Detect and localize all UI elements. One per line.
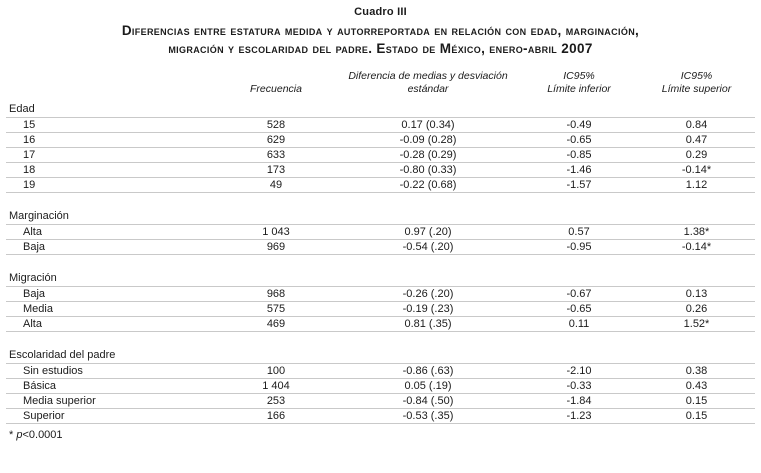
group-header-row-escolaridad bbox=[6, 348, 755, 363]
row-label: Alta bbox=[6, 224, 216, 239]
cell-ic-inferior: -1.57 bbox=[520, 177, 638, 192]
cell-ic-superior: 0.15 bbox=[638, 408, 755, 423]
cell-ic-inferior: 0.57 bbox=[520, 224, 638, 239]
table-row bbox=[6, 301, 755, 316]
cell-ic-superior: 0.13 bbox=[638, 286, 755, 301]
footnote-marker: * bbox=[9, 428, 17, 441]
table-row bbox=[6, 117, 755, 132]
cell-diferencia: -0.28 (0.29) bbox=[336, 147, 520, 162]
spacer-cell bbox=[6, 192, 755, 209]
col-header-diferencia-line1: Diferencia de medias y desviación bbox=[348, 70, 508, 82]
cell-frecuencia: 969 bbox=[216, 239, 336, 254]
col-header-ic-inferior-line2: Límite inferior bbox=[547, 83, 611, 95]
spacer-row bbox=[6, 254, 755, 271]
table-row bbox=[6, 286, 755, 301]
spacer-row bbox=[6, 331, 755, 348]
cell-ic-inferior: 0.11 bbox=[520, 316, 638, 331]
table-row bbox=[6, 177, 755, 192]
row-label: 18 bbox=[6, 162, 216, 177]
cell-frecuencia: 968 bbox=[216, 286, 336, 301]
cell-ic-superior: 0.43 bbox=[638, 378, 755, 393]
row-label: Básica bbox=[6, 378, 216, 393]
cell-ic-superior: 0.38 bbox=[638, 363, 755, 378]
cell-diferencia: -0.84 (.50) bbox=[336, 393, 520, 408]
subtitle-line-2: migración y escolaridad del padre. Estado de México, enero-abril 2007 bbox=[168, 41, 593, 56]
cell-diferencia: -0.26 (.20) bbox=[336, 286, 520, 301]
cell-diferencia: 0.97 (.20) bbox=[336, 224, 520, 239]
col-header-frecuencia-label: Frecuencia bbox=[250, 83, 302, 95]
table-row bbox=[6, 162, 755, 177]
footnote bbox=[6, 429, 755, 441]
cell-ic-superior: 1.52* bbox=[638, 316, 755, 331]
spacer-cell bbox=[6, 331, 755, 348]
row-label: 17 bbox=[6, 147, 216, 162]
cell-diferencia: -0.54 (.20) bbox=[336, 239, 520, 254]
table-row bbox=[6, 224, 755, 239]
col-header-ic-inferior-line1: IC95% bbox=[563, 70, 595, 82]
subtitle-line-1: Diferencias entre estatura medida y autorreportada en relación con edad, marginación, bbox=[121, 23, 640, 38]
data-table bbox=[6, 70, 755, 424]
cell-ic-superior: 1.12 bbox=[638, 177, 755, 192]
col-header-ic-superior-line1: IC95% bbox=[680, 70, 713, 82]
col-header-diferencia bbox=[336, 70, 520, 102]
table-row bbox=[6, 393, 755, 408]
cell-ic-inferior: -1.84 bbox=[520, 393, 638, 408]
cell-diferencia: -0.80 (0.33) bbox=[336, 162, 520, 177]
table-row bbox=[6, 239, 755, 254]
col-header-ic-inferior bbox=[520, 70, 638, 102]
spacer-row bbox=[6, 192, 755, 209]
col-header-ic-superior bbox=[638, 70, 755, 102]
spacer-cell bbox=[6, 254, 755, 271]
cell-ic-superior: 0.84 bbox=[638, 117, 755, 132]
group-label: Marginación bbox=[6, 209, 755, 224]
row-label: 19 bbox=[6, 177, 216, 192]
column-header-row bbox=[6, 70, 755, 102]
cell-frecuencia: 1 404 bbox=[216, 378, 336, 393]
group-header-row-marginacion bbox=[6, 209, 755, 224]
cell-ic-superior: 0.15 bbox=[638, 393, 755, 408]
cell-ic-superior: 0.29 bbox=[638, 147, 755, 162]
cell-frecuencia: 253 bbox=[216, 393, 336, 408]
cell-ic-inferior: -0.65 bbox=[520, 132, 638, 147]
cell-diferencia: 0.81 (.35) bbox=[336, 316, 520, 331]
col-header-ic-superior-line2: Límite superior bbox=[661, 83, 732, 95]
col-header-empty bbox=[6, 70, 216, 102]
table-row bbox=[6, 363, 755, 378]
cell-diferencia: 0.17 (0.34) bbox=[336, 117, 520, 132]
cell-frecuencia: 166 bbox=[216, 408, 336, 423]
cell-ic-inferior: -0.33 bbox=[520, 378, 638, 393]
cell-ic-superior: 0.26 bbox=[638, 301, 755, 316]
row-label: Alta bbox=[6, 316, 216, 331]
group-label: Migración bbox=[6, 271, 755, 286]
cell-ic-inferior: -1.23 bbox=[520, 408, 638, 423]
cell-frecuencia: 100 bbox=[216, 363, 336, 378]
cell-ic-inferior: -2.10 bbox=[520, 363, 638, 378]
footnote-value: <0.0001 bbox=[22, 428, 63, 441]
cell-ic-inferior: -1.46 bbox=[520, 162, 638, 177]
cell-frecuencia: 528 bbox=[216, 117, 336, 132]
cell-frecuencia: 575 bbox=[216, 301, 336, 316]
row-label: Baja bbox=[6, 239, 216, 254]
group-header-row-migracion bbox=[6, 271, 755, 286]
cell-diferencia: -0.86 (.63) bbox=[336, 363, 520, 378]
cell-ic-superior: -0.14* bbox=[638, 162, 755, 177]
group-label: Edad bbox=[6, 102, 755, 117]
table-number-title: Cuadro III bbox=[354, 6, 407, 18]
col-header-diferencia-line2: estándar bbox=[407, 83, 449, 95]
row-label: Media superior bbox=[6, 393, 216, 408]
cell-diferencia: -0.09 (0.28) bbox=[336, 132, 520, 147]
cell-ic-inferior: -0.49 bbox=[520, 117, 638, 132]
cell-frecuencia: 629 bbox=[216, 132, 336, 147]
cell-diferencia: -0.22 (0.68) bbox=[336, 177, 520, 192]
table-row bbox=[6, 147, 755, 162]
cell-ic-superior: -0.14* bbox=[638, 239, 755, 254]
cell-diferencia: -0.19 (.23) bbox=[336, 301, 520, 316]
cell-frecuencia: 173 bbox=[216, 162, 336, 177]
cell-frecuencia: 633 bbox=[216, 147, 336, 162]
group-label: Escolaridad del padre bbox=[6, 348, 755, 363]
cell-ic-inferior: -0.65 bbox=[520, 301, 638, 316]
group-header-row-edad bbox=[6, 102, 755, 117]
row-label: Sin estudios bbox=[6, 363, 216, 378]
table-row bbox=[6, 408, 755, 423]
cell-diferencia: 0.05 (.19) bbox=[336, 378, 520, 393]
row-label: Baja bbox=[6, 286, 216, 301]
table-row bbox=[6, 316, 755, 331]
cell-frecuencia: 49 bbox=[216, 177, 336, 192]
footnote-p-symbol: p bbox=[16, 428, 23, 441]
cell-ic-superior: 0.47 bbox=[638, 132, 755, 147]
cell-ic-inferior: -0.67 bbox=[520, 286, 638, 301]
col-header-frecuencia bbox=[216, 70, 336, 102]
cell-diferencia: -0.53 (.35) bbox=[336, 408, 520, 423]
cell-ic-inferior: -0.95 bbox=[520, 239, 638, 254]
table-row bbox=[6, 132, 755, 147]
cell-ic-superior: 1.38* bbox=[638, 224, 755, 239]
cell-frecuencia: 1 043 bbox=[216, 224, 336, 239]
row-label: Media bbox=[6, 301, 216, 316]
table-row bbox=[6, 378, 755, 393]
row-label: Superior bbox=[6, 408, 216, 423]
row-label: 15 bbox=[6, 117, 216, 132]
cell-ic-inferior: -0.85 bbox=[520, 147, 638, 162]
table-subtitle bbox=[6, 22, 755, 58]
cell-frecuencia: 469 bbox=[216, 316, 336, 331]
row-label: 16 bbox=[6, 132, 216, 147]
